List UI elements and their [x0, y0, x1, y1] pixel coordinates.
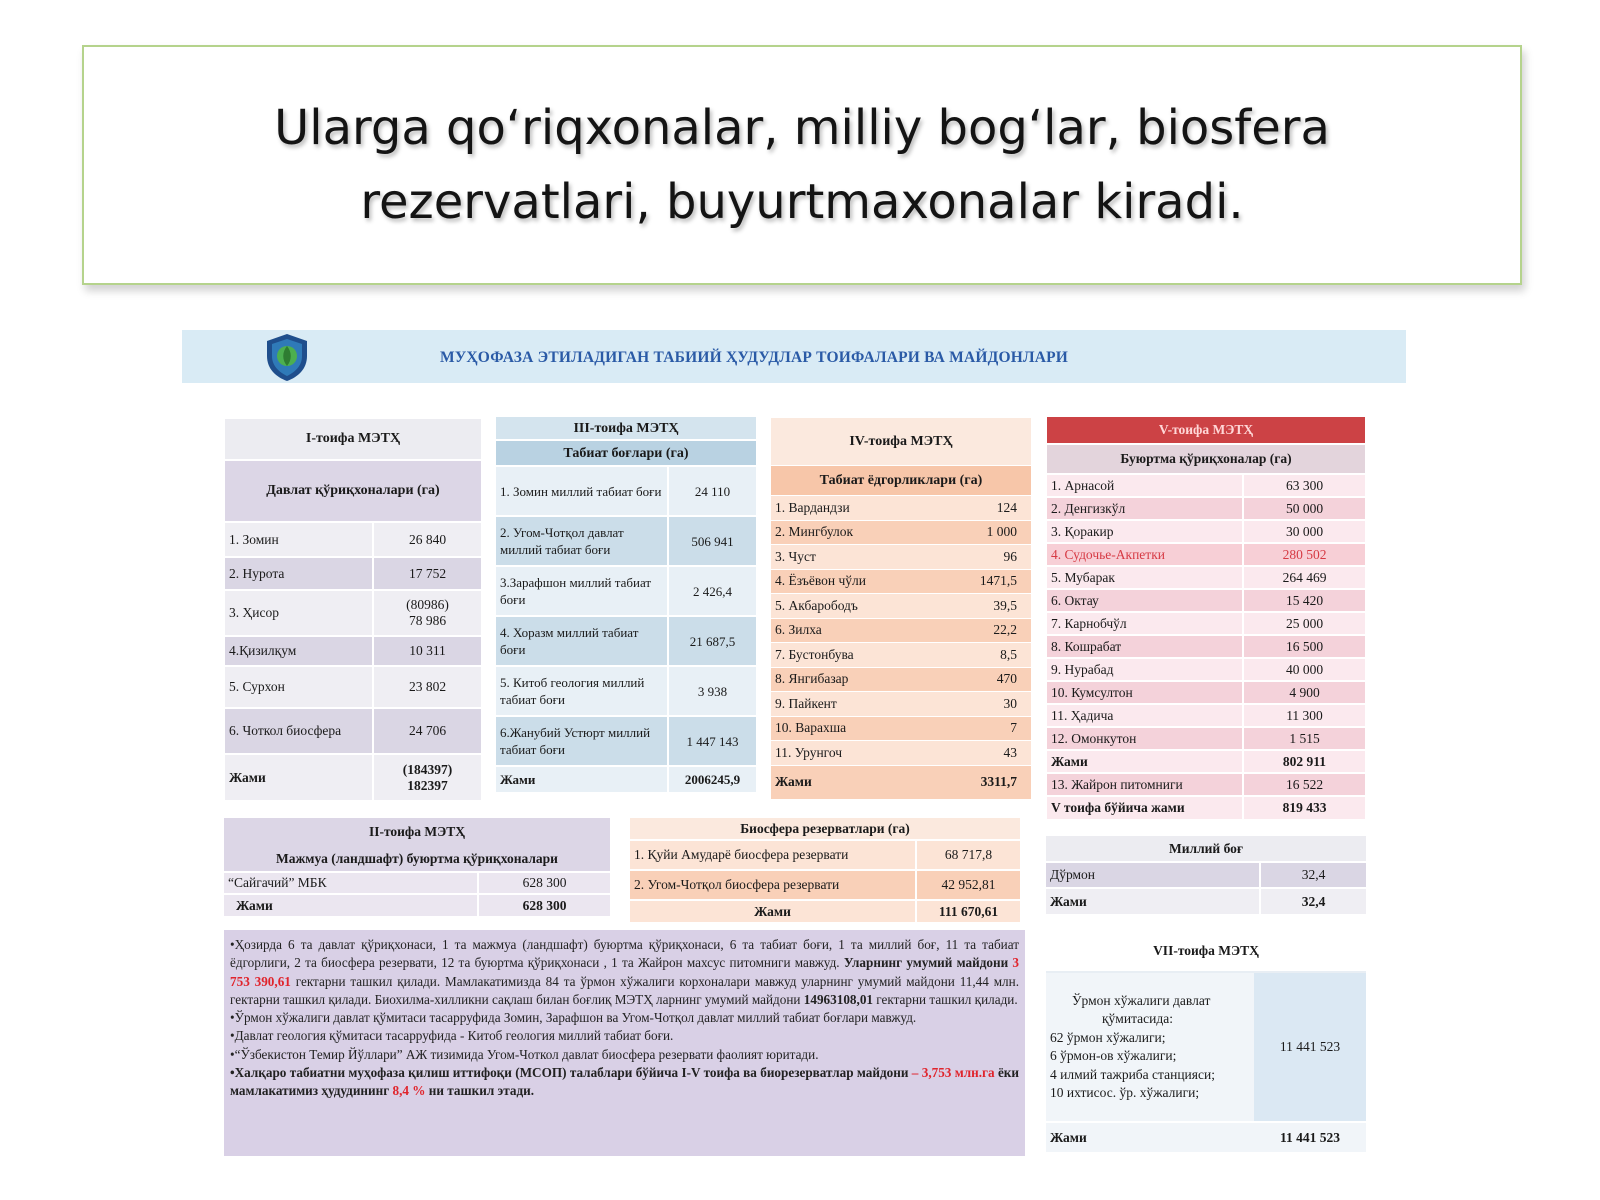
- note-paragraph: •“Ўзбекистон Темир Йўллари” АЖ тизимида Угом-Чоткол давлат биосфера резервати фаолият юритади.: [230, 1046, 819, 1062]
- total-label: Жами: [1046, 888, 1260, 914]
- row-name: 10. Варахша: [771, 716, 971, 741]
- table-row: [496, 616, 756, 666]
- row-name: 11. Урунгоч: [771, 741, 971, 766]
- row-value: 24 110: [668, 466, 756, 516]
- row-value: 30 000: [1243, 520, 1365, 543]
- biosphere-table: [630, 818, 1020, 922]
- row-name: 6. Октау: [1047, 589, 1243, 612]
- note-paragraph: [230, 936, 1019, 1009]
- row-value: 17 752: [373, 557, 481, 590]
- row-name: 3. Ҳисор: [225, 590, 373, 636]
- row-value: 40 000: [1243, 658, 1365, 681]
- row-value: 32,4: [1260, 862, 1366, 888]
- national-park-table: [1046, 836, 1366, 914]
- total-row: [630, 900, 1020, 922]
- row-name: 6. Чоткол биосфера: [225, 708, 373, 754]
- table-row: [1047, 612, 1365, 635]
- note-bold-text: ёки мамлакатимиз ҳудудининг: [230, 1065, 1019, 1099]
- total-value-new: 182397: [407, 777, 448, 793]
- description-line: 10 ихтисос. ўр. хўжалиги;: [1050, 1085, 1200, 1100]
- total-value: 3311,7: [971, 765, 1031, 799]
- description-line: 62 ўрмон хўжалиги;: [1050, 1029, 1166, 1045]
- row-value: 11 441 523: [1254, 972, 1366, 1122]
- note-bold-text: ни ташкил этади.: [425, 1083, 535, 1099]
- table-row: [771, 643, 1031, 668]
- total-value-old: (184397): [402, 761, 453, 777]
- table-row: [771, 667, 1031, 692]
- slide-title-box: [82, 45, 1522, 285]
- row-value: 16 500: [1243, 635, 1365, 658]
- category-3-subtitle: Табиат боғлари (га): [496, 440, 756, 466]
- table-row: [630, 870, 1020, 900]
- total-label: Жами: [771, 765, 971, 799]
- note-text: гектарни ташкил қилади.: [873, 991, 1018, 1007]
- row-name: 6. Зилха: [771, 618, 971, 643]
- total-label: Жами: [224, 894, 478, 916]
- total-label: Жами: [225, 754, 373, 800]
- table-row: [771, 716, 1031, 741]
- table-row: [1047, 520, 1365, 543]
- row-name: 3. Чуст: [771, 545, 971, 570]
- row-name: 4. Хоразм миллий табиат боғи: [496, 616, 668, 666]
- category-7-table: [1046, 930, 1366, 1152]
- row-name: 1. Зомин миллий табиат боғи: [496, 466, 668, 516]
- row-value: 30: [971, 692, 1031, 717]
- row-name: 4. Ёзъёвон чўли: [771, 569, 971, 594]
- table-row: [1047, 727, 1365, 750]
- row-name: 1. Вардандзи: [771, 496, 971, 521]
- biosphere-title: Биосфера резерватлари (га): [630, 818, 1020, 840]
- total-label: Жами: [1046, 1122, 1254, 1152]
- row-name: 1. Қуйи Амударё биосфера резервати: [630, 840, 916, 870]
- row-value: 11 300: [1243, 704, 1365, 727]
- note-highlight-area: – 3,753 млн.га: [908, 1065, 995, 1081]
- notes-box: [224, 930, 1025, 1156]
- row-name: 4.Қизилқум: [225, 636, 373, 666]
- row-name: 3. Қоракир: [1047, 520, 1243, 543]
- total-row: [1046, 1122, 1366, 1152]
- row-description: [1046, 972, 1254, 1122]
- category-4-subtitle: Табиат ёдгорликлари (га): [771, 466, 1031, 496]
- row-name: 5. Акбарободъ: [771, 594, 971, 619]
- row-name: 9. Пайкент: [771, 692, 971, 717]
- category-1-table: [225, 417, 481, 800]
- row-value: 7: [971, 716, 1031, 741]
- total-value: 111 670,61: [916, 900, 1020, 922]
- row-value: 26 840: [373, 522, 481, 557]
- table-row: [771, 692, 1031, 717]
- row-name: 9. Нурабад: [1047, 658, 1243, 681]
- table-row: [496, 716, 756, 766]
- note-text: •Ҳозирда 6 та давлат қўриқхонаси, 1 та мажмуа (ландшафт) буюртма қўриқхонаси, 6 та табиат боғи, 1 та миллий боғ, 11 та табиат ёдгорлиги, 2 та биосфера резервати, 12 та буюртма қўриқхонаси , 1 та Жайрон махсус питомниги мавжуд.: [230, 937, 1019, 971]
- total-row: [224, 894, 610, 916]
- row-value: 3 938: [668, 666, 756, 716]
- note-paragraph: [230, 1064, 1019, 1101]
- table-row: [1046, 972, 1366, 1122]
- total-row: [496, 766, 756, 792]
- total-label: Жами: [630, 900, 916, 922]
- table-row: [771, 618, 1031, 643]
- total-value: 32,4: [1260, 888, 1366, 914]
- row-value: 280 502: [1243, 543, 1365, 566]
- row-value: 25 000: [1243, 612, 1365, 635]
- row-name: 6.Жанубий Устюрт миллий табиат боғи: [496, 716, 668, 766]
- row-value: 1471,5: [971, 569, 1031, 594]
- row-value: 42 952,81: [916, 870, 1020, 900]
- total-row: [1047, 750, 1365, 773]
- table-row: [496, 466, 756, 516]
- row-value: 10 311: [373, 636, 481, 666]
- table-row: [771, 496, 1031, 521]
- category-5-subtitle: Буюртма қўриқхоналар (га): [1047, 444, 1365, 474]
- row-value: 50 000: [1243, 497, 1365, 520]
- description-line: Ўрмон хўжалиги давлат: [1072, 992, 1211, 1008]
- table-banner: [182, 330, 1406, 383]
- table-row-highlighted: [1047, 543, 1365, 566]
- table-row: [1046, 862, 1366, 888]
- table-row: [225, 590, 481, 636]
- note-text: гектарни ташкил қилади. Мамлакатимизда 84 та ўрмон хўжалиги корхоналари мавжуд уларнинг умумий майдони 11,44 млн. гектарни ташкил қилади. Биохилма-хилликни сақлаш билан боғлиқ МЭТҲ ларнинг умумий майдони: [230, 973, 1019, 1007]
- table-row: [496, 516, 756, 566]
- row-value: 506 941: [668, 516, 756, 566]
- table-row: [771, 569, 1031, 594]
- note-paragraph: •Давлат геология қўмитаси тасарруфида - Китоб геология миллий табиат боғи.: [230, 1028, 674, 1044]
- total-row: [1046, 888, 1366, 914]
- table-row: [1047, 681, 1365, 704]
- row-value: 1 000: [971, 520, 1031, 545]
- row-value: 124: [971, 496, 1031, 521]
- total-label: Жами: [496, 766, 668, 792]
- row-name: 12. Омонкутон: [1047, 727, 1243, 750]
- row-name: 13. Жайрон питомниги: [1047, 773, 1243, 796]
- table-row: [1047, 658, 1365, 681]
- row-value: 2 426,4: [668, 566, 756, 616]
- category-7-title: VII-тоифа МЭТҲ: [1046, 930, 1366, 972]
- note-bold-text: •Халқаро табиатни муҳофаза қилиш иттифоқи (МСОП) талаблари бўйича I-V тоифа ва биорезерватлар майдони: [230, 1065, 909, 1081]
- row-name: Дўрмон: [1046, 862, 1260, 888]
- row-name: 5. Китоб геология миллий табиат боғи: [496, 666, 668, 716]
- table-row: [771, 594, 1031, 619]
- row-name: 3.Зарафшон миллий табиат боғи: [496, 566, 668, 616]
- row-name: 7. Карнобчўл: [1047, 612, 1243, 635]
- table-row: [771, 520, 1031, 545]
- row-name: 8. Янгибазар: [771, 667, 971, 692]
- row-name: 2. Денгизкўл: [1047, 497, 1243, 520]
- total-value: 11 441 523: [1254, 1122, 1366, 1152]
- total-label: Жами: [1047, 750, 1243, 773]
- table-row: [1047, 773, 1365, 796]
- total-value: 628 300: [478, 894, 610, 916]
- category-5-table: [1047, 415, 1365, 819]
- row-name: 1. Арнасой: [1047, 474, 1243, 497]
- grand-total-value: 819 433: [1243, 796, 1365, 819]
- total-row: [771, 765, 1031, 799]
- national-park-title: Миллий боғ: [1046, 836, 1366, 862]
- row-value: 23 802: [373, 666, 481, 708]
- row-value: 68 717,8: [916, 840, 1020, 870]
- row-value: 22,2: [971, 618, 1031, 643]
- banner-title: МУҲОФАЗА ЭТИЛАДИГАН ТАБИИЙ ҲУДУДЛАР ТОИФАЛАРИ ВА МАЙДОНЛАРИ: [440, 349, 1069, 366]
- description-line: 6 ўрмон-ов хўжалиги;: [1050, 1048, 1177, 1063]
- table-row: [225, 636, 481, 666]
- table-row: [1047, 474, 1365, 497]
- row-value: 96: [971, 545, 1031, 570]
- row-name: 8. Кошрабат: [1047, 635, 1243, 658]
- row-name: 11. Ҳадича: [1047, 704, 1243, 727]
- table-row: [225, 522, 481, 557]
- category-3-table: [496, 415, 756, 792]
- row-value-new: 78 986: [408, 613, 447, 628]
- row-value: 16 522: [1243, 773, 1365, 796]
- note-bold-text: Уларнинг умумий майдони: [839, 955, 1009, 971]
- row-value: 63 300: [1243, 474, 1365, 497]
- category-5-title: V-тоифа МЭТҲ: [1047, 416, 1365, 444]
- slide-title: Ularga qo‘riqxonalar, milliy bog‘lar, biosfera rezervatlari, buyurtmaxonalar kiradi.: [274, 100, 1330, 230]
- row-name: 2. Угом-Чотқол давлат миллий табиат боғи: [496, 516, 668, 566]
- row-value-old: (80986): [406, 597, 449, 612]
- row-name: 5. Мубарак: [1047, 566, 1243, 589]
- category-2-subtitle: Мажмуа (ландшафт) буюртма қўриқхоналари: [224, 846, 610, 872]
- table-row: [225, 708, 481, 754]
- grand-total-label: V тоифа бўйича жами: [1047, 796, 1243, 819]
- row-name: 10. Кумсултон: [1047, 681, 1243, 704]
- row-value: 470: [971, 667, 1031, 692]
- shield-icon: [264, 332, 310, 382]
- row-value: 628 300: [478, 872, 610, 894]
- category-1-subtitle: Давлат қўриқхоналари (га): [225, 460, 481, 522]
- row-value: 1 515: [1243, 727, 1365, 750]
- grand-total-row: [1047, 796, 1365, 819]
- table-row: [771, 545, 1031, 570]
- table-row: [1047, 566, 1365, 589]
- table-row: [224, 872, 610, 894]
- table-row: [1047, 589, 1365, 612]
- row-value: [373, 590, 481, 636]
- row-value: 39,5: [971, 594, 1031, 619]
- table-row: [225, 557, 481, 590]
- row-name: “Сайгачий” МБК: [224, 872, 478, 894]
- category-3-title: III-тоифа МЭТҲ: [496, 416, 756, 440]
- description-line: қўмитасида:: [1102, 1011, 1173, 1026]
- row-name: 2. Мингбулок: [771, 520, 971, 545]
- row-name: 7. Бустонбува: [771, 643, 971, 668]
- table-row: [1047, 635, 1365, 658]
- total-row: [225, 754, 481, 800]
- row-value: 43: [971, 741, 1031, 766]
- category-2-title: II-тоифа МЭТҲ: [224, 818, 610, 846]
- note-paragraph: •Ўрмон хўжалиги давлат қўмитаси тасарруфида Зомин, Зарафшон ва Угом-Чотқол давлат миллий табиат боғлари мавжуд.: [230, 1010, 917, 1026]
- row-name: 5. Сурхон: [225, 666, 373, 708]
- table-row: [496, 666, 756, 716]
- note-highlight-percent: 8,4 %: [389, 1083, 426, 1099]
- row-name: 2. Угом-Чотқол биосфера резервати: [630, 870, 916, 900]
- row-name: 2. Нурота: [225, 557, 373, 590]
- row-value: 4 900: [1243, 681, 1365, 704]
- row-value: 1 447 143: [668, 716, 756, 766]
- row-name: 4. Судочье-Акпетки: [1047, 543, 1243, 566]
- category-4-table: [771, 417, 1031, 799]
- total-value: [373, 754, 481, 800]
- category-2-table: [224, 818, 610, 916]
- category-4-title: IV-тоифа МЭТҲ: [771, 418, 1031, 466]
- table-row: [771, 741, 1031, 766]
- row-name: 1. Зомин: [225, 522, 373, 557]
- table-row: [630, 840, 1020, 870]
- table-row: [1047, 704, 1365, 727]
- table-row: [496, 566, 756, 616]
- row-value: 24 706: [373, 708, 481, 754]
- note-bold-text: 14963108,01: [800, 991, 873, 1007]
- row-value: 8,5: [971, 643, 1031, 668]
- table-row: [225, 666, 481, 708]
- description-line: 4 илмий тажриба станцияси;: [1050, 1066, 1215, 1082]
- table-row: [1047, 497, 1365, 520]
- row-value: 21 687,5: [668, 616, 756, 666]
- note-highlight-area: 3 753 390,61: [230, 955, 1020, 989]
- row-value: 15 420: [1243, 589, 1365, 612]
- total-value: 2006245,9: [668, 766, 756, 792]
- total-value: 802 911: [1243, 750, 1365, 773]
- category-1-title: I-тоифа МЭТҲ: [225, 418, 481, 460]
- row-value: 264 469: [1243, 566, 1365, 589]
